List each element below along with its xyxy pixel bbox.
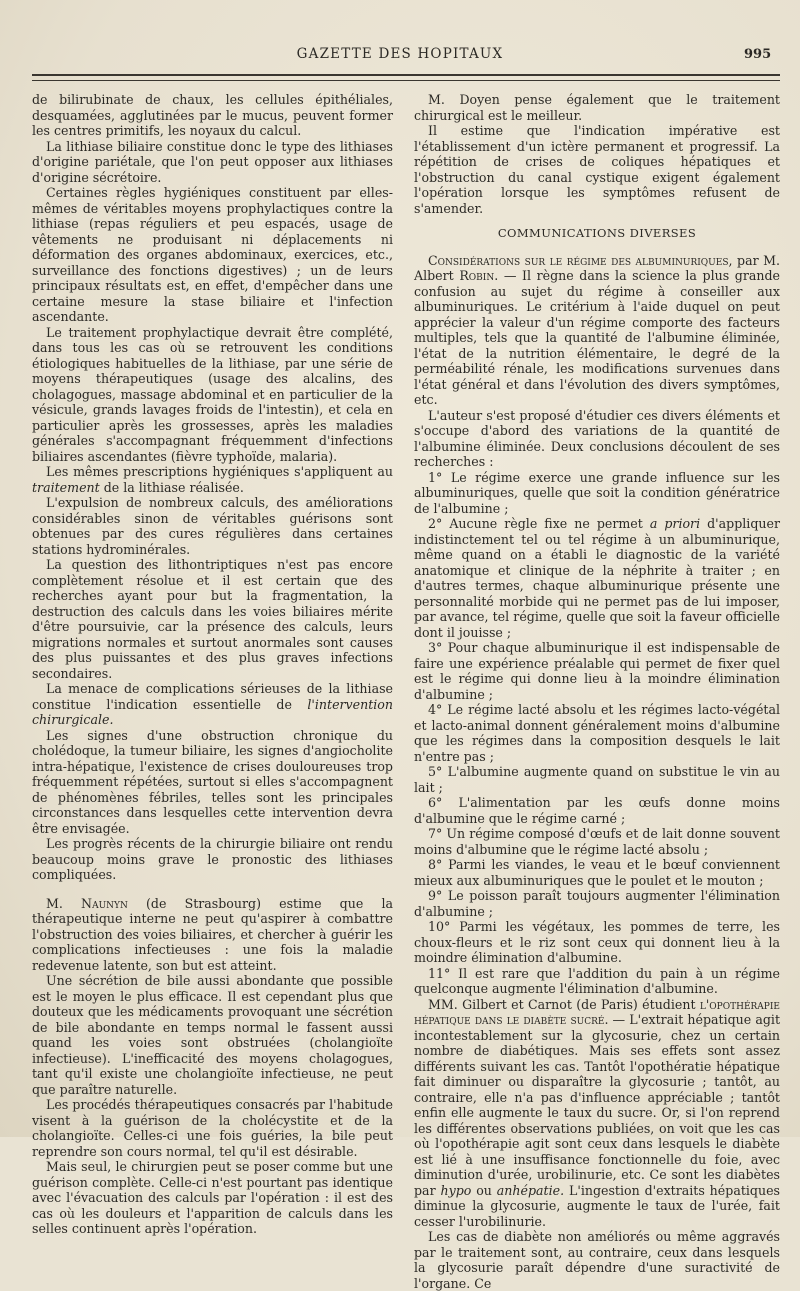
- paragraph: Les progrès récents de la chirurgie biliaire ont rendu beaucoup moins grave le pronostic des lithiases compliquées.: [32, 836, 393, 882]
- list-item: 10° Parmi les végétaux, les pommes de terre, les choux-fleurs et le riz sont ceux qui donnent lieu à la moindre élimination d'albumine.: [414, 919, 780, 965]
- text-run: 2° Aucune règle fixe ne permet: [428, 516, 650, 531]
- text-run: d'appliquer indistinctement tel ou tel régime à un albuminurique, même quand on a établi le diagnostic de la variété anatomique et clinique de la néphrite à traiter ; en d'autres termes, chaque albuminurique présente une personnalité morbide qui ne permet pas de lui imposer, par avance, tel régime, quelle que soit la faveur officielle dont il jouisse ;: [414, 516, 780, 640]
- list-item: 5° L'albumine augmente quand on substitue le vin au lait ;: [414, 764, 780, 795]
- text-run: L'ingestion d'extraits hépatiques diminue la glycosurie, augmente le taux de l'urée, fait cesser l'urobilinurie.: [414, 1182, 780, 1229]
- list-item: 9° Le poisson paraît toujours augmenter l'élimination d'albumine ;: [414, 888, 780, 919]
- text-run: — Il règne dans la science la plus grande confusion au sujet du régime à conseiller aux albuminuriques. Le critérium à l'aide duquel on peut apprécier la valeur d'un régime comporte des facteurs multiples, tels que la quantité de l'albumine éliminée, l'état de la nutrition élémentaire, le degré de la perméabilité rénale, les modifications survenues dans l'état général et dans l'évolution des divers symptômes, etc.: [414, 268, 780, 407]
- paragraph: L'auteur s'est proposé d'étudier ces divers éléments et s'occupe d'abord des variations de la quantité de l'albumine éliminée. Deux conclusions découlent de ses recherches :: [414, 407, 780, 469]
- paragraph: Certaines règles hygiéniques constituent par elles-mêmes de véritables moyens prophylactiques contre la lithiase (repas réguliers et peu espacés, usage de vêtements ne produisant ni déplacements ni déformation des organes abdominaux, exercices, etc., surveillance des fonctions digestives) ; un de leurs principaux résultats est, en effet, d'empêcher dans une certaine mesure la stase biliaire et l'infection ascendante.: [32, 185, 393, 324]
- italic-term: anhépatie.: [496, 1182, 565, 1198]
- paragraph: Mais seul, le chirurgien peut se poser comme but une guérison complète. Celle-ci n'est pourtant pas identique avec l'évacuation des calculs par l'opération : il est des cas où les douleurs et l'apparition de calculs dans les selles continuent après l'opération.: [32, 1159, 393, 1236]
- paragraph: [414, 997, 780, 1230]
- paragraph: [32, 464, 393, 495]
- paragraph: L'expulsion de nombreux calculs, des améliorations considérables sinon de véritables guérisons sont obtenues par des cures régulières dans certaines stations hydrominérales.: [32, 495, 393, 557]
- text-run: ou: [471, 1182, 497, 1198]
- article-title: l'opothérapie hépatique dans le diabète sucré.: [414, 996, 780, 1027]
- text-run: par M. Albert: [414, 252, 781, 283]
- paragraph: [414, 253, 780, 408]
- list-item: [414, 516, 780, 640]
- list-item: 8° Parmi les viandes, le veau et le bœuf conviennent mieux aux albuminuriques que le poulet et le mouton ;: [414, 857, 780, 888]
- paragraph: Les signes d'une obstruction chronique du cholédoque, la tumeur biliaire, les signes d'angiocholite intra-hépatique, l'existence de crises douloureuses trop fréquemment répétées, surtout si elles s'accompagnent de phénomènes fébriles, telles sont les principales circonstances dans lesquelles cette intervention devra être envisagée.: [32, 727, 393, 836]
- paragraph: de bilirubinate de chaux, les cellules épithéliales, desquamées, agglutinées par le mucus, peuvent former les centres primitifs, les noyaux du calcul.: [32, 92, 393, 138]
- left-column: [32, 92, 393, 1237]
- paragraph: M. Doyen pense également que le traitement chirurgical est le meilleur.: [414, 92, 780, 123]
- italic-term: traitement: [32, 479, 100, 495]
- section-heading: COMMUNICATIONS DIVERSES: [497, 226, 697, 240]
- paragraph: [32, 896, 393, 974]
- right-column: [414, 92, 780, 1291]
- list-item: 4° Le régime lacté absolu et les régimes lacto-végétal et lacto-animal donnent généralement moins d'albumine que les régimes dans la composition desquels le lait n'entre pas ;: [414, 702, 780, 764]
- text-run: (de Strasbourg) estime que la thérapeutique interne ne peut qu'aspirer à combattre l'obstruction des voies biliaires, et chercher à guérir les complications infectieuses : une fois la maladie redevenue latente, son but est atteint.: [32, 895, 393, 973]
- text-run: La menace de complications sérieuses de la lithiase constitue l'indication essentielle de: [32, 681, 393, 712]
- text-run: MM. Gilbert et Carnot (de Paris) étudient: [428, 996, 700, 1012]
- text-run: de la lithiase réalisée.: [99, 479, 244, 495]
- text-run: — L'extrait hépatique agit incontestablement sur la glycosurie, chez un certain nombre de diabétiques. Mais ses effets sont assez différents suivant les cas. Tantôt l'opothératie hépatique fait diminuer ou disparaître la glycosurie ; tantôt, au contraire, elle n'a pas d'influence appréciable ; tantôt enfin elle augmente le taux du sucre. Or, si l'on reprend les différentes observations publiées, on voit que les cas où l'opothérapie agit sont ceux dans lesquels le diabète est lié à une insuffisance fonctionnelle du foie, avec diminution d'urée, urobilinurie, etc. Ce sont les diabètes par: [414, 1012, 780, 1198]
- author-name: M. Naunyn: [46, 895, 128, 911]
- header-rule-thick: [32, 74, 780, 76]
- list-item: 7° Un régime composé d'œufs et de lait donne souvent moins d'albumine que le régime lacté absolu ;: [414, 826, 780, 857]
- running-title: GAZETTE DES HOPITAUX: [296, 46, 504, 62]
- paragraph: La lithiase biliaire constitue donc le type des lithiases d'origine pariétale, que l'on peut opposer aux lithiases d'origine sécrétoire.: [32, 138, 393, 185]
- paragraph: Il estime que l'indication impérative est l'établissement d'un ictère permanent et progressif. La répétition de crises de coliques hépatiques et l'obstruction du canal cystique exigent également l'opération lorsque les symptômes refusent de s'amender.: [414, 123, 780, 216]
- paragraph: [32, 681, 393, 728]
- list-item: 11° Il est rare que l'addition du pain à un régime quelconque augmente l'élimination d'albumine.: [414, 965, 780, 996]
- paragraph: Les procédés thérapeutiques consacrés par l'habitude visent à la guérison de la cholécystite et de la cholangioïte. Celles-ci une fois guéries, la bile peut reprendre son cours normal, tel qu'il est désirable.: [32, 1097, 393, 1159]
- article-title: Considérations sur le régime des albuminuriques,: [428, 252, 733, 268]
- page-number: 995: [744, 47, 772, 62]
- italic-term: hypo: [440, 1182, 472, 1198]
- header-rule-thin: [32, 80, 780, 81]
- italic-term: l'intervention chirurgicale.: [32, 696, 393, 727]
- italic-term: a priori: [649, 516, 701, 531]
- paragraph: Une sécrétion de bile aussi abondante que possible est le moyen le plus efficace. Il est cependant plus que douteux que les médicaments provoquant une sécrétion de bile abondante en temps normal le fassent aussi quand les voies sont obstruées (cholangioïte infectieuse). L'inefficacité des moyens cholagogues, tant qu'il existe une cholangioïte infectieuse, ne peut que paraître naturelle.: [32, 973, 393, 1097]
- paragraph: Le traitement prophylactique devrait être complété, dans tous les cas où se retrouvent les conditions étiologiques habituelles de la lithiase, par une série de moyens thérapeutiques (usage des alcalins, des cholagogues, massage abdominal et en particulier de la vésicule, grands lavages froids de l'intestin), et cela en particulier après les grossesses, après les maladies générales s'accompagnant fréquemment d'infections biliaires ascendantes (fièvre typhoïde, malaria).: [32, 324, 393, 464]
- paragraph: Les cas de diabète non améliorés ou même aggravés par le traitement sont, au contraire, ceux dans lesquels la glycosurie paraît dépendre d'une suractivité de l'organe. Ce: [414, 1229, 780, 1291]
- text-run: Les mêmes prescriptions hygiéniques s'appliquent au: [46, 464, 393, 479]
- list-item: 3° Pour chaque albuminurique il est indispensable de faire une expérience préalable qui permet de fixer quel est le régime qui donne lieu à la moindre élimination d'albumine ;: [414, 640, 780, 702]
- list-item: 1° Le régime exerce une grande influence sur les albuminuriques, quelle que soit la condition génératrice de l'albumine ;: [414, 469, 780, 516]
- author-name: Robin.: [459, 268, 499, 283]
- paragraph: La question des lithontriptiques n'est pas encore complètement résolue et il est certain que des recherches ayant pour but la fragmentation, la destruction des calculs dans les voies biliaires mérite d'être poursuivie, car la présence des calculs, leurs migrations normales et surtout anormales sont causes des plus puissantes et des plus graves infections secondaires.: [32, 557, 393, 681]
- list-item: 6° L'alimentation par les œufs donne moins d'albumine que le régime carné ;: [414, 795, 780, 826]
